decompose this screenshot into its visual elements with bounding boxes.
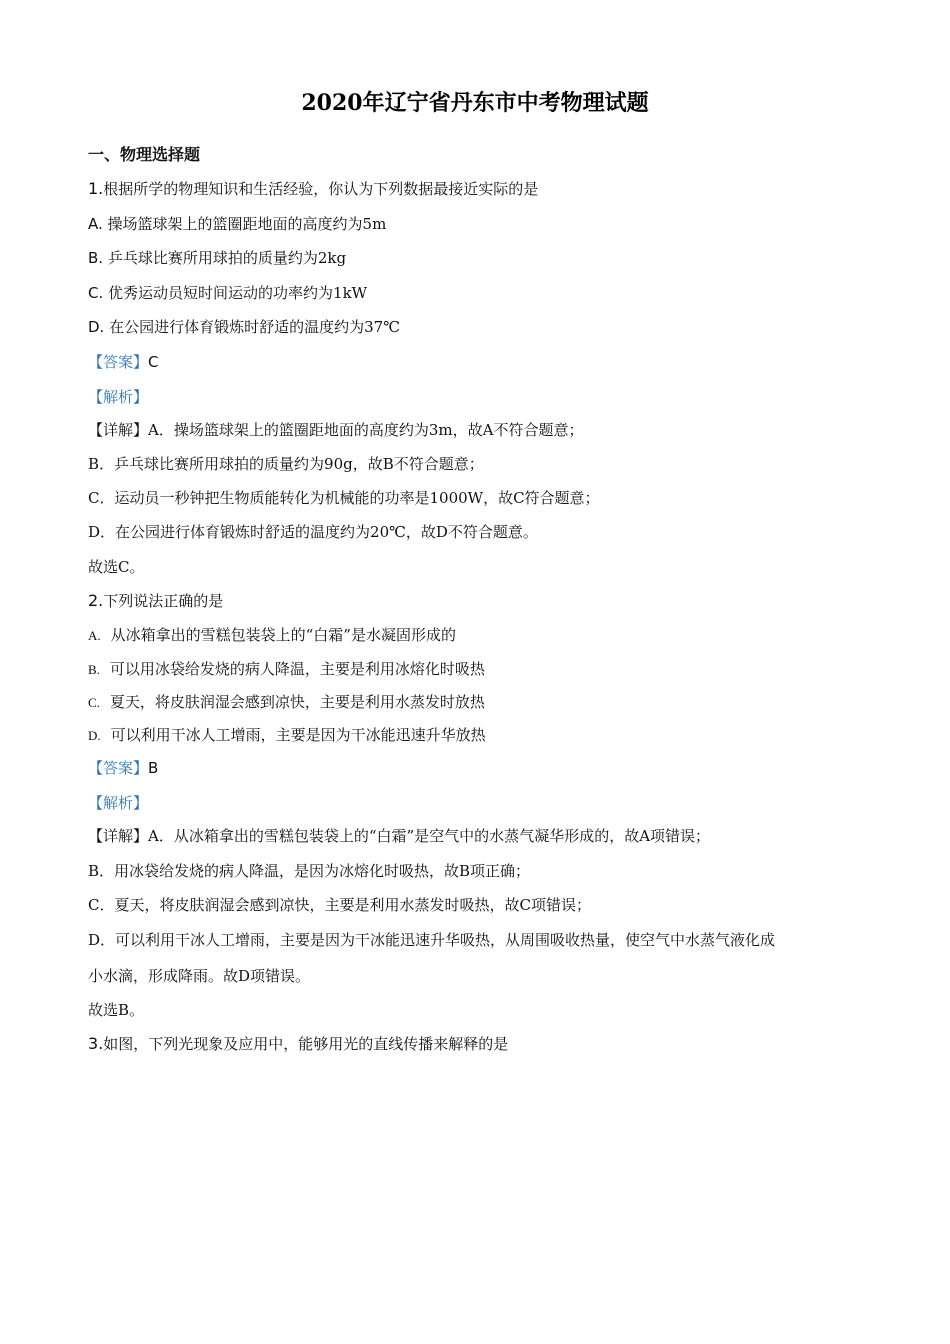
option-label: C.: [88, 695, 100, 710]
q2-detail-3: C．夏天，将皮肤润湿会感到凉快，主要是利用水蒸发时吸热，故C项错误；: [88, 896, 591, 914]
question-stem: 根据所学的物理知识和生活经验，你认为下列数据最接近实际的是: [103, 180, 539, 198]
question-3: [88, 1033, 508, 1055]
detail-tag: 【详解】: [88, 827, 149, 845]
answer-value: B: [148, 759, 159, 777]
q2-option-a: [88, 624, 456, 647]
answer-value: C: [148, 353, 159, 371]
analysis-tag: 【解析】: [88, 794, 149, 812]
q2-detail-5: 小水滴，形成降雨。故D项错误。: [88, 967, 311, 985]
q1-detail-3: C．运动员一秒钟把生物质能转化为机械能的功率是1000W，故C符合题意；: [88, 489, 600, 507]
question-2: [88, 590, 223, 612]
option-label: A.: [88, 215, 103, 233]
q1-conclusion: 故选C。: [88, 558, 145, 576]
q1-option-c: [88, 282, 367, 304]
option-label: B.: [88, 662, 100, 677]
answer-tag: 【答案】: [88, 353, 149, 371]
detail-text: A．操场篮球架上的篮圈距地面的高度约为3m，故A不符合题意；: [148, 421, 584, 439]
answer-tag: 【答案】: [88, 759, 149, 777]
q2-detail-4: D．可以利用干冰人工增雨，主要是因为干冰能迅速升华吸热，从周围吸收热量，使空气中水蒸气液化成: [88, 931, 776, 949]
q2-answer: [88, 757, 158, 779]
option-label: C.: [88, 284, 104, 302]
page-title: 2020年辽宁省丹东市中考物理试题: [301, 90, 649, 116]
option-label: D.: [88, 318, 105, 336]
option-text: 在公园进行体育锻炼时舒适的温度约为37℃: [109, 318, 400, 336]
q2-detail-1: [88, 825, 710, 847]
question-stem: 如图，下列光现象及应用中，能够用光的直线传播来解释的是: [103, 1035, 509, 1053]
question-number: 1.: [88, 179, 104, 198]
q1-option-b: [88, 247, 346, 269]
option-text: 可以用冰袋给发烧的病人降温，主要是利用冰熔化时吸热: [109, 660, 485, 678]
option-text: 操场篮球架上的篮圈距地面的高度约为5m: [107, 215, 387, 233]
question-1: [88, 178, 538, 200]
detail-text: A．从冰箱拿出的雪糕包装袋上的“白霜”是空气中的水蒸气凝华形成的，故A项错误；: [148, 827, 711, 845]
q1-option-d: [88, 316, 400, 338]
q1-answer: [88, 351, 159, 373]
option-text: 乒乓球比赛所用球拍的质量约为2kg: [107, 249, 347, 267]
q2-detail-2: B．用冰袋给发烧的病人降温，是因为冰熔化时吸热，故B项正确；: [88, 862, 531, 880]
q2-analysis-heading: [88, 792, 148, 814]
question-number: 3.: [88, 1034, 104, 1053]
analysis-tag: 【解析】: [88, 388, 149, 406]
option-text: 可以利用干冰人工增雨，主要是因为干冰能迅速升华放热: [110, 726, 486, 744]
option-text: 从冰箱拿出的雪糕包装袋上的“白霜”是水凝固形成的: [110, 626, 456, 644]
q1-detail-4: D．在公园进行体育锻炼时舒适的温度约为20℃，故D不符合题意。: [88, 523, 538, 541]
option-label: A.: [88, 628, 101, 643]
q1-option-a: [88, 213, 386, 235]
q1-analysis-heading: [88, 386, 148, 408]
detail-tag: 【详解】: [88, 421, 149, 439]
option-text: 优秀运动员短时间运动的功率约为1kW: [108, 284, 368, 302]
section-heading: 一、物理选择题: [88, 145, 201, 164]
question-stem: 下列说法正确的是: [103, 592, 224, 610]
q1-detail-2: B．乒乓球比赛所用球拍的质量约为90g，故B不符合题意；: [88, 455, 484, 473]
option-label: D.: [88, 728, 101, 743]
q2-option-c: [88, 691, 485, 714]
option-label: B.: [88, 249, 104, 267]
q2-conclusion: 故选B。: [88, 1001, 145, 1019]
q2-option-b: [88, 658, 485, 681]
q1-detail-1: [88, 419, 583, 441]
option-text: 夏天，将皮肤润湿会感到凉快，主要是利用水蒸发时放热: [109, 693, 485, 711]
q2-option-d: [88, 724, 486, 747]
question-number: 2.: [88, 591, 104, 610]
